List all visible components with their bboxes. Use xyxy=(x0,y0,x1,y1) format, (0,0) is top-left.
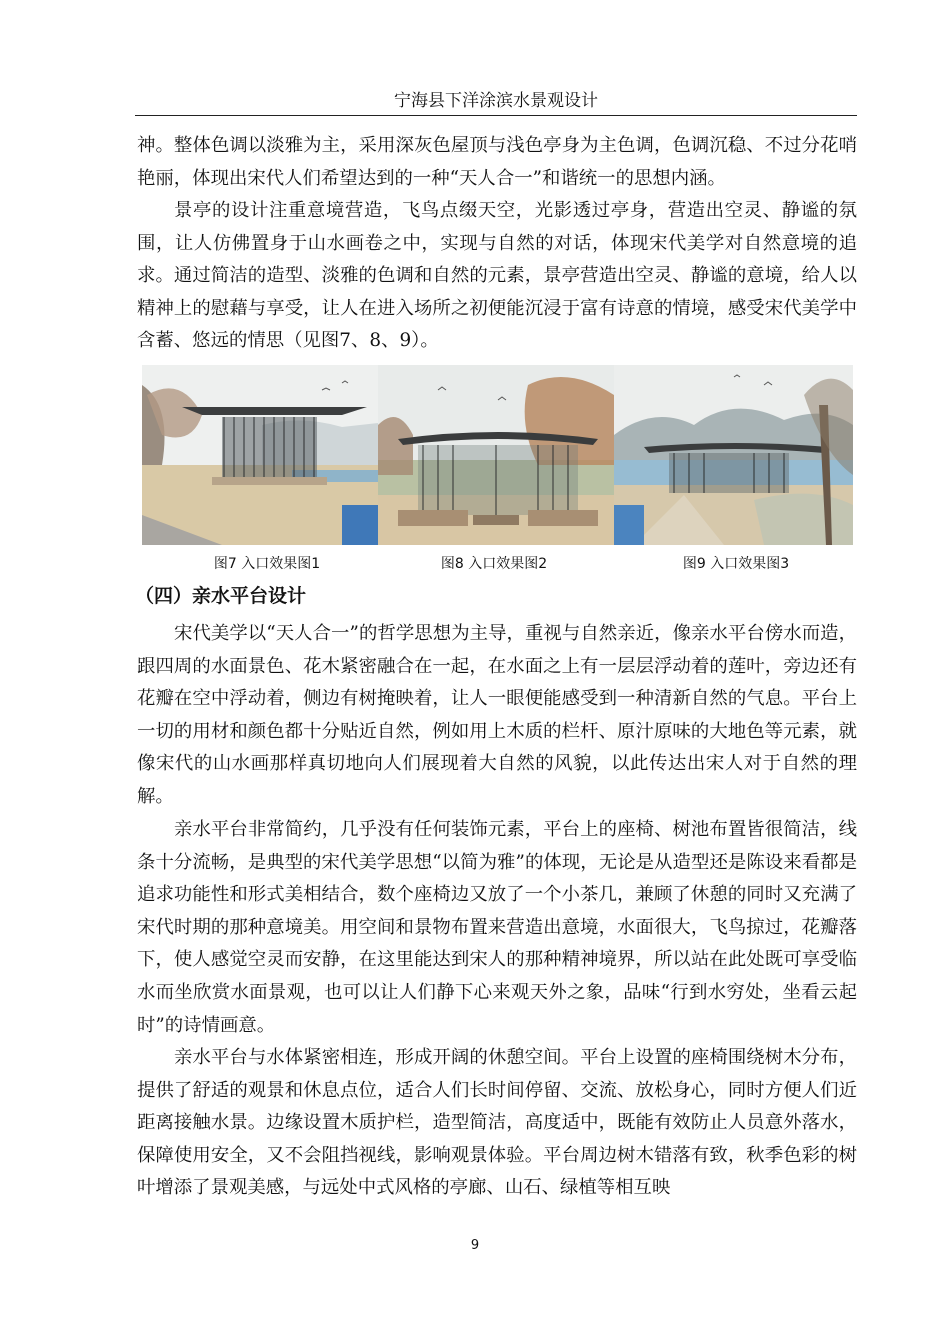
entrance-rendering-2 xyxy=(378,365,614,545)
paragraph-song-aesthetics: 宋代美学以“天人合一”的哲学思想为主导，重视与自然亲近，像亲水平台傍水而造，跟四周的水面景色、花木紧密融合在一起，在水面之上有一层层浮动着的莲叶，旁边还有花瓣在空中浮动着，侧边有树掩映着，让人一眼便能感受到一种清新自然的气息。平台上一切的用材和颜色都十分贴近自然，例如用上木质的栏杆、原汁原味的大地色等元素，就像宋代的山水画那样真切地向人们展现着大自然的风貌，以此传达出宋人对于自然的理解。 xyxy=(137,623,857,807)
running-header: 宁海县下洋涂滨水景观设计 xyxy=(394,91,598,111)
figure-row xyxy=(142,365,853,545)
paragraph-continued: 神。整体色调以淡雅为主，采用深灰色屋顶与浅色亭身为主色调，色调沉稳、不过分花哨艳丽，体现出宋代人们希望达到的一种“天人合一”和谐统一的思想内涵。 xyxy=(137,135,857,189)
section-heading: （四）亲水平台设计 xyxy=(135,585,307,607)
figure-9-rendering xyxy=(614,365,853,545)
paragraph-platform-layout: 亲水平台与水体紧密相连，形成开阔的休憩空间。平台上设置的座椅围绕树木分布，提供了舒适的观景和休息点位，适合人们长时间停留、交流、放松身心，同时方便人们近距离接触水景。边缘设置木质护栏，造型简洁，高度适中，既能有效防止人员意外落水，保障使用安全，又不会阻挡视线，影响观景体验。平台周边树木错落有致，秋季色彩的树叶增添了景观美感，与远处中式风格的亭廊、山石、绿植等相互映 xyxy=(137,1047,857,1199)
paragraph-pavilion-mood: 景亭的设计注重意境营造，飞鸟点缀天空，光影透过亭身，营造出空灵、静谧的氛围，让人仿佛置身于山水画卷之中，实现与自然的对话，体现宋代美学对自然意境的追求。通过简洁的造型、淡雅的色调和自然的元素，景亭营造出空灵、静谧的意境，给人以精神上的慰藉与享受，让人在进入场所之初便能沉浸于富有诗意的情境，感受宋代美学中含蓄、悠远的情思（见图7、8、9）。 xyxy=(137,200,857,352)
figure-8-rendering xyxy=(378,365,614,545)
header-rule xyxy=(135,115,857,116)
paragraph-simplicity: 亲水平台非常简约，几乎没有任何装饰元素，平台上的座椅、树池布置皆很简洁，线条十分流畅，是典型的宋代美学思想“以简为雅”的体现，无论是从造型还是陈设来看都是追求功能性和形式美相结合，数个座椅边又放了一个小茶几，兼顾了休憩的同时又充满了宋代时期的那种意境美。用空间和景物布置来营造出意境，水面很大，飞鸟掠过，花瓣落下，使人感觉空灵而安静，在这里能达到宋人的那种精神境界，所以站在此处既可享受临水而坐欣赏水面景观，也可以让人们静下心来观天外之象，品味“行到水穷处，坐看云起时”的诗情画意。 xyxy=(137,819,857,1036)
page-number: 9 xyxy=(470,1238,480,1253)
figure-8-caption: 图8 入口效果图2 xyxy=(440,556,548,572)
figure-7-rendering xyxy=(142,365,378,545)
figure-7-caption: 图7 入口效果图1 xyxy=(213,556,321,572)
entrance-rendering-1 xyxy=(142,365,378,545)
figure-9-caption: 图9 入口效果图3 xyxy=(682,556,790,572)
entrance-rendering-3 xyxy=(614,365,853,545)
